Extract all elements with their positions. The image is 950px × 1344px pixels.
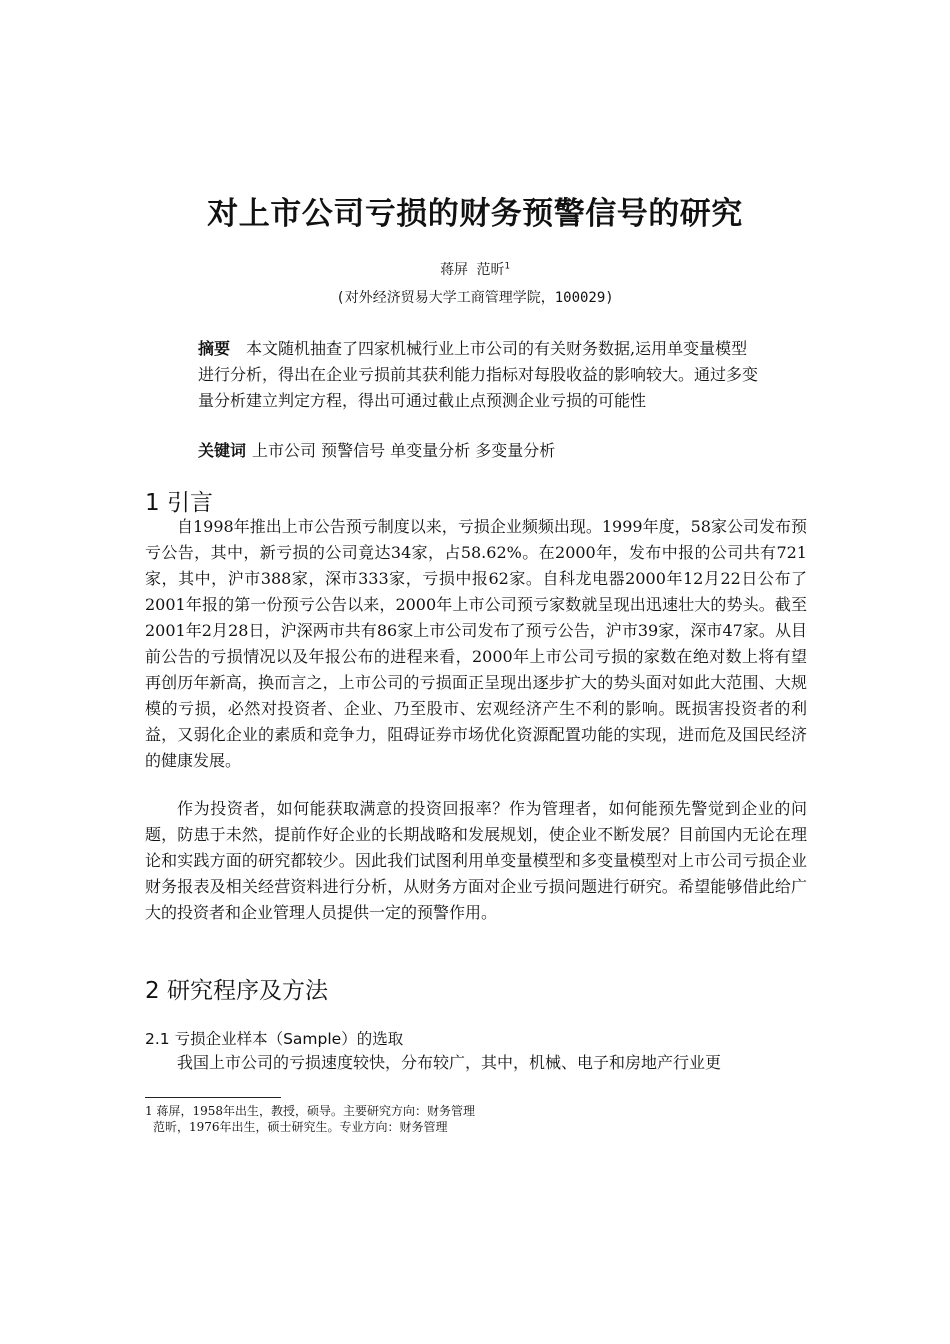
keywords <box>198 438 758 464</box>
abstract <box>198 336 758 414</box>
abstract-label: 摘要 <box>198 339 231 358</box>
affiliation: (对外经济贸易大学工商管理学院，100029) <box>336 290 614 306</box>
keywords-text: 上市公司 预警信号 单变量分析 多变量分析 <box>252 441 556 460</box>
section-1-paragraph-2: 作为投资者，如何能获取满意的投资回报率？作为管理者，如何能预先警觉到企业的问题，防患于未然，提前作好企业的长期战略和发展规划，使企业不断发展？目前国内无论在理论和实践方面的研究都较少。因此我们试图利用单变量模型和多变量模型对上市公司亏损企业财务报表及相关经营资料进行分析，从财务方面对企业亏损问题进行研究。希望能够借此给广大的投资者和企业管理人员提供一定的预警作用。 <box>145 799 807 922</box>
author-names: 蒋屏 范昕 <box>440 262 505 278</box>
keywords-label: 关键词 <box>198 441 247 460</box>
subsection-2-1-heading: 2.1 亏损企业样本（Sample）的选取 <box>145 1030 404 1048</box>
subsection-2-1-paragraph: 我国上市公司的亏损速度较快，分布较广，其中，机械、电子和房地产行业更 <box>177 1053 722 1072</box>
section-1-paragraph-1: 自1998年推出上市公告预亏制度以来，亏损企业频频出现。1999年度，58家公司发布预亏公告，其中，新亏损的公司竟达34家，占58.62%。在2000年，发布中报的公司共有721家，其中，沪市388家，深市333家，亏损中报62家。自科龙电器2000年12月22日公布了2001年报的第一份预亏公告以来，2000年上市公司预亏家数就呈现出迅速壮大的势头。截至2001年2月28日，沪深两市共有86家上市公司发布了预亏公告，沪市39家，深市47家。从目前公告的亏损情况以及年报公布的进程来看，2000年上市公司亏损的家数在绝对数上将有望再创历年新高，换而言之，上市公司的亏损面正呈现出逐步扩大的势头面对如此大范围、大规模的亏损，必然对投资者、企业、乃至股市、宏观经济产生不利的影响。既损害投资者的利益，又弱化企业的素质和竞争力，阻碍证券市场优化资源配置功能的实现，进而危及国民经济的健康发展。 <box>145 517 807 770</box>
paper-title: 对上市公司亏损的财务预警信号的研究 <box>207 196 743 232</box>
footnote-1: 1 蒋屏，1958年出生，教授，硕导。主要研究方向：财务管理 <box>145 1104 475 1118</box>
author-footnote-mark: 1 <box>504 261 510 272</box>
abstract-text: 本文随机抽查了四家机械行业上市公司的有关财务数据,运用单变量模型进行分析，得出在企业亏损前其获利能力指标对每股收益的影响较大。通过多变量分析建立判定方程，得出可通过截止点预测企业亏损的可能性 <box>198 339 759 410</box>
footnote-divider <box>145 1097 281 1098</box>
footnote-2: 范昕，1976年出生，硕士研究生。专业方向：财务管理 <box>153 1120 448 1134</box>
author-line <box>0 259 950 279</box>
section-2-heading: 2 研究程序及方法 <box>145 978 328 1004</box>
section-1-heading: 1 引言 <box>145 490 213 516</box>
